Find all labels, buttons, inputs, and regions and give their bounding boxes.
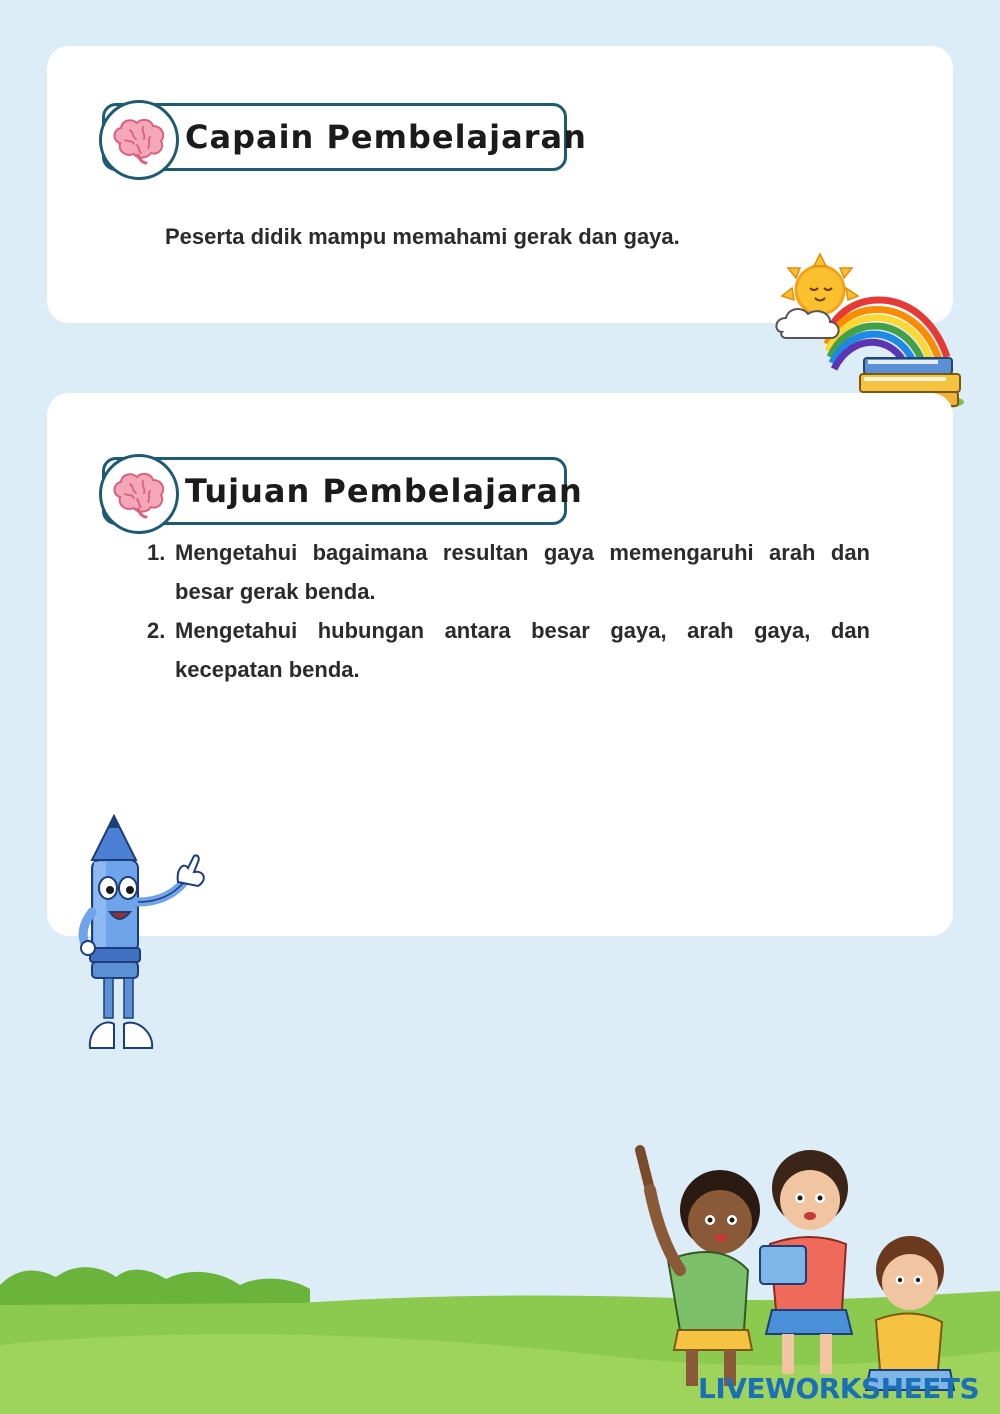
tujuan-heading-text: Tujuan Pembelajaran	[185, 472, 583, 510]
pencil-mascot-illustration	[72, 812, 217, 1057]
children-illustration	[620, 1140, 960, 1400]
list-item-text: Mengetahui bagaimana resultan gaya memengaruhi arah dan besar gerak benda.	[175, 540, 870, 604]
tujuan-list	[147, 533, 870, 689]
liveworksheets-watermark: LIVEWORKSHEETS	[698, 1372, 980, 1405]
list-item	[147, 533, 870, 611]
list-item-text: Mengetahui hubungan antara besar gaya, arah gaya, dan kecepatan benda.	[175, 618, 870, 682]
list-item-number: 2.	[147, 618, 166, 643]
list-item-number: 1.	[147, 540, 166, 565]
list-item	[147, 611, 870, 689]
brain-icon	[99, 454, 179, 534]
capaian-text: Peserta didik mampu memahami gerak dan gaya.	[165, 224, 680, 249]
brain-icon	[99, 100, 179, 180]
capaian-heading-text: Capain Pembelajaran	[185, 118, 587, 156]
